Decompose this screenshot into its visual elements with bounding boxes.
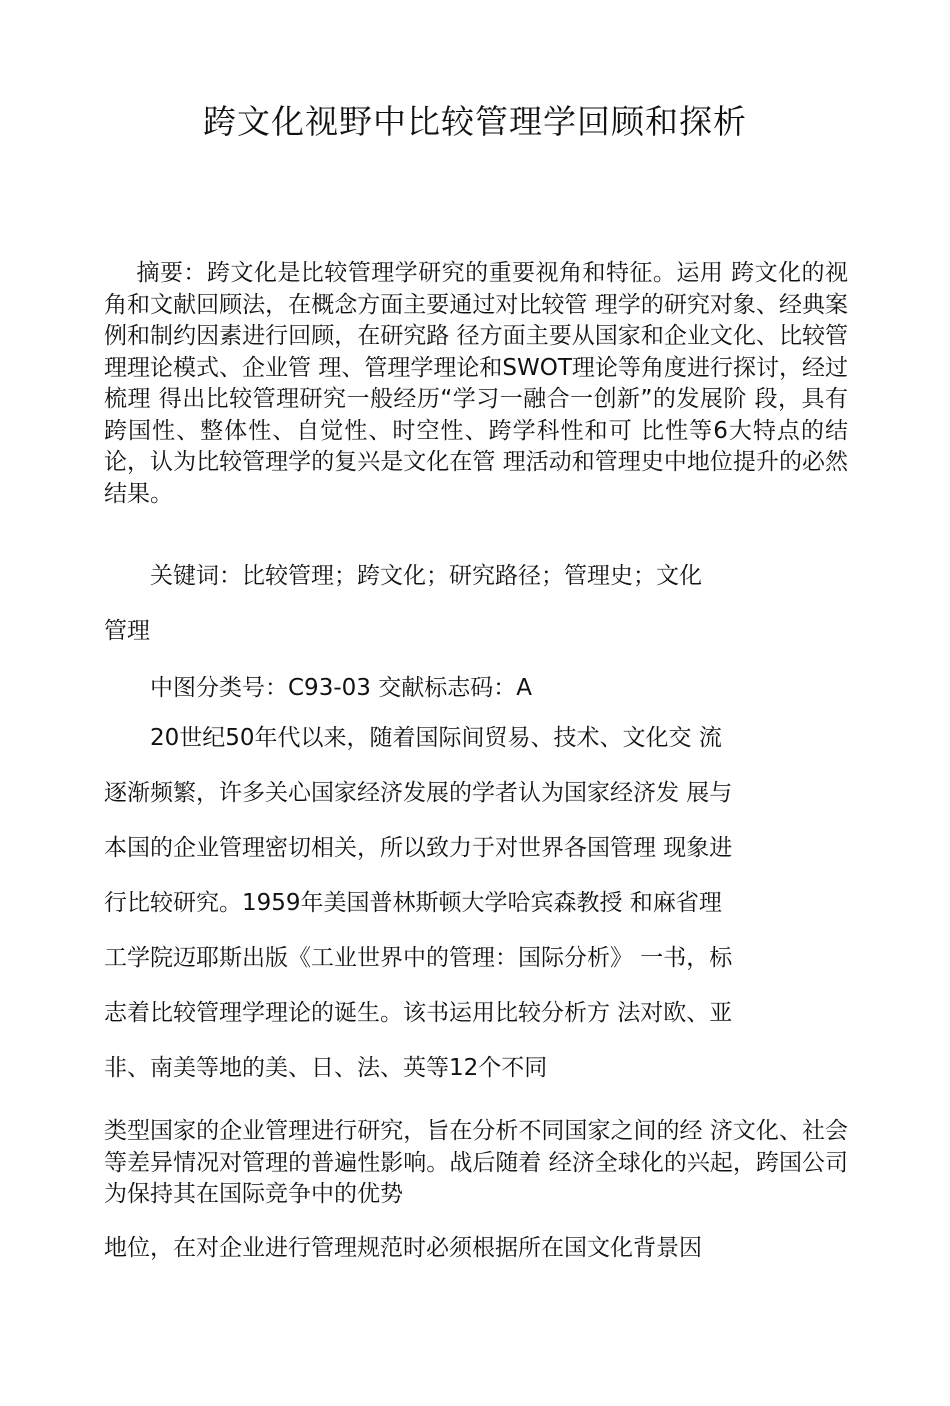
body-line: 工学院迈耶斯出版《工业世界中的管理：国际分析》 一书，标 (104, 945, 733, 971)
abstract-text: 摘要：跨文化是比较管理学研究的重要视角和特征。运用 跨文化的视角和文献回顾法，在概念方面主要通过对比较管 理学的研究对象、经典案例和制约因素进行回顾，在研究路 径方面主要从国家和企业文化、比较管理理论模式、企业管 理、管理学理论和SWOT理论等角度进行探讨，经过梳理 得出比较管理研究一般经历“学习一融合一创新”的发展阶 段，具有跨国性、整体性、自觉性、时空性、跨学科性和可 比性等6大特点的结论，认为比较管理学的复兴是文化在管 理活动和管理史中地位提升的必然结果。 (104, 260, 848, 507)
keywords-continuation: 管理 (104, 618, 150, 644)
body-line: 非、南美等地的美、日、法、英等12个不同 (104, 1055, 548, 1081)
body-line: 地位，在对企业进行管理规范时必须根据所在国文化背景因 (104, 1235, 702, 1261)
body-line: 行比较研究。1959年美国普林斯顿大学哈宾森教授 和麻省理 (104, 890, 722, 916)
keywords-line: 关键词：比较管理；跨文化；研究路径；管理史；文化 (150, 563, 702, 589)
body-paragraph: 类型国家的企业管理进行研究，旨在分析不同国家之间的经 济文化、社会等差异情况对管理的普遍性影响。战后随着 经济全球化的兴起，跨国公司为保持其在国际竞争中的优势 (104, 1118, 848, 1207)
classification-line: 中图分类号：C93-03 交献标志码：A (150, 675, 532, 701)
body-line: 逐渐频繁，许多关心国家经济发展的学者认为国家经济发 展与 (104, 780, 733, 806)
body-line: 本国的企业管理密切相关，所以致力于对世界各国管理 现象进 (104, 835, 733, 861)
body-line: 志着比较管理学理论的诞生。该书运用比较分析方 法对欧、亚 (104, 1000, 733, 1026)
abstract-paragraph (104, 258, 848, 510)
document-title: 跨文化视野中比较管理学回顾和探析 (203, 102, 747, 141)
body-line: 20世纪50年代以来，随着国际间贸易、技术、文化交 流 (150, 725, 722, 751)
